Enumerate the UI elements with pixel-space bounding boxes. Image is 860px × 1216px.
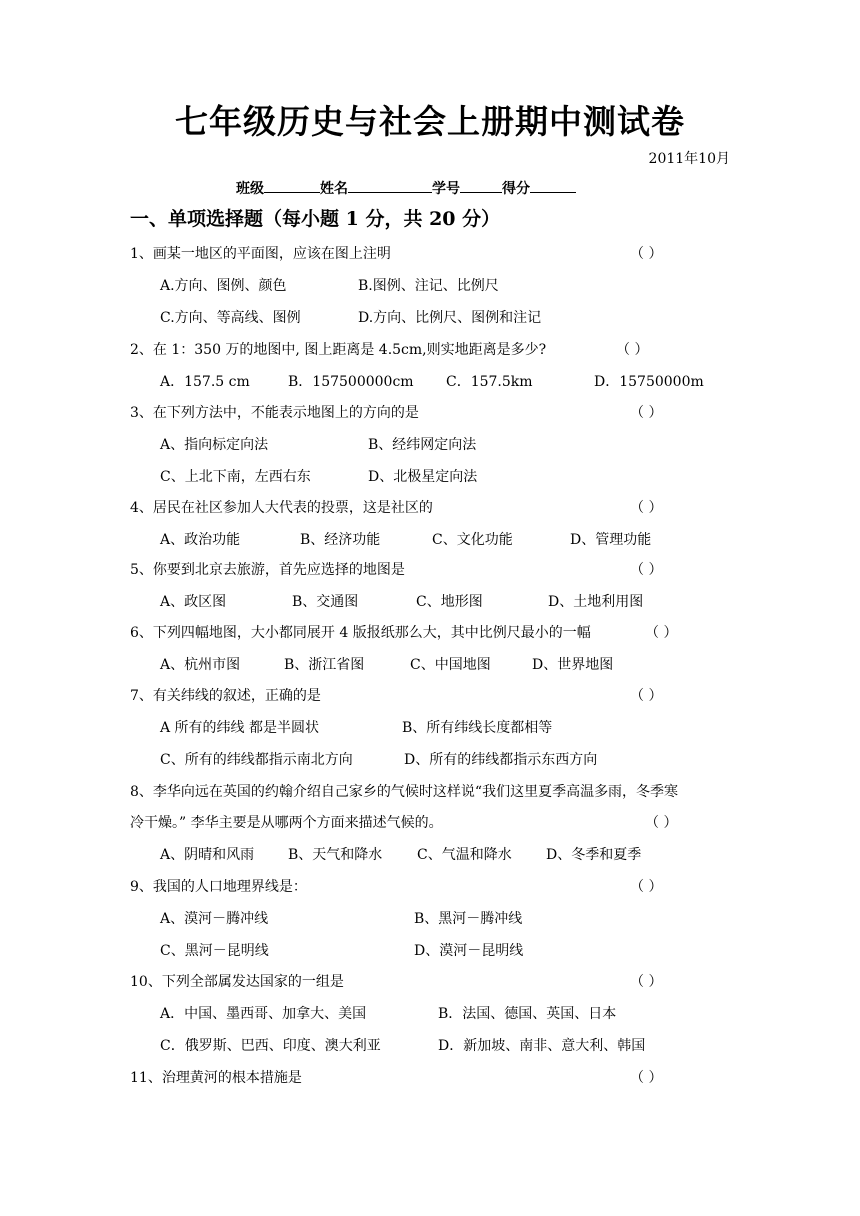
answer-paren[interactable]: （ ）: [630, 1070, 663, 1086]
option: C、文化功能: [432, 532, 513, 548]
question-stem: 2、在 1：350 万的地图中, 图上距离是 4.5cm,则实地距离是多少?: [130, 342, 547, 358]
question-stem: 8、李华向远在英国的约翰介绍自己家乡的气候时这样说“我们这里夏季高温多雨，冬季寒: [130, 784, 679, 800]
option: B.图例、注记、比例尺: [358, 278, 499, 294]
answer-paren[interactable]: （ ）: [616, 342, 649, 358]
name-label: 姓名: [320, 181, 348, 197]
question-stem: 9、我国的人口地理界线是：: [130, 879, 307, 895]
answer-paren[interactable]: （ ）: [645, 815, 678, 831]
score-blank[interactable]: [530, 180, 576, 193]
name-blank[interactable]: [348, 180, 432, 193]
option: C．157.5km: [446, 374, 533, 390]
option: D．15750000m: [594, 374, 704, 390]
option: A．157.5 cm: [160, 374, 250, 390]
option: D、世界地图: [532, 657, 614, 673]
option: D.方向、比例尺、图例和注记: [358, 310, 542, 326]
option: C、上北下南，左西右东: [160, 469, 311, 485]
option: B、天气和降水: [288, 847, 383, 863]
answer-paren[interactable]: （ ）: [630, 246, 663, 262]
option: B、交通图: [292, 594, 359, 610]
option: B、黑河－腾冲线: [414, 911, 523, 927]
question-stem: 6、下列四幅地图，大小都同展开 4 版报纸那么大，其中比例尺最小的一幅: [130, 625, 591, 641]
option: B．157500000cm: [288, 374, 414, 390]
option: A.方向、图例、颜色: [160, 278, 287, 294]
page-title: 七年级历史与社会上册期中测试卷: [175, 102, 685, 141]
option: A．中国、墨西哥、加拿大、美国: [160, 1006, 367, 1022]
option: A、阴晴和风雨: [160, 847, 255, 863]
option: B．法国、德国、英国、日本: [438, 1006, 617, 1022]
option: D、管理功能: [570, 532, 652, 548]
option: C、所有的纬线都指示南北方向: [160, 752, 353, 768]
option: A、政区图: [160, 594, 227, 610]
student-info-line: [236, 178, 576, 198]
option: A、指向标定向法: [160, 437, 269, 453]
option: C、气温和降水: [417, 847, 512, 863]
option: D、所有的纬线都指示东西方向: [404, 752, 598, 768]
class-blank[interactable]: [264, 180, 320, 193]
option: C、地形图: [416, 594, 483, 610]
question-stem: 10、下列全部属发达国家的一组是: [130, 974, 344, 990]
option: C.方向、等高线、图例: [160, 310, 301, 326]
question-stem: 4、居民在社区参加人大代表的投票，这是社区的: [130, 500, 433, 516]
option: D、北极星定向法: [368, 469, 478, 485]
option: D．新加坡、南非、意大利、韩国: [438, 1038, 646, 1054]
answer-paren[interactable]: （ ）: [630, 405, 663, 421]
option: B、经纬网定向法: [368, 437, 477, 453]
option: B、所有纬线长度都相等: [402, 720, 553, 736]
question-stem: 1、画某一地区的平面图，应该在图上注明: [130, 246, 391, 262]
answer-paren[interactable]: （ ）: [630, 562, 663, 578]
answer-paren[interactable]: （ ）: [645, 625, 678, 641]
option: B、经济功能: [300, 532, 381, 548]
option: D、冬季和夏季: [546, 847, 642, 863]
class-label: 班级: [236, 181, 264, 197]
option: B、浙江省图: [284, 657, 365, 673]
question-stem: 11、治理黄河的根本措施是: [130, 1070, 302, 1086]
option: A 所有的纬线 都是半圆状: [160, 720, 320, 736]
option: D、漠河－昆明线: [414, 943, 524, 959]
answer-paren[interactable]: （ ）: [630, 688, 663, 704]
score-label: 得分: [502, 181, 530, 197]
option: C、中国地图: [410, 657, 491, 673]
answer-paren[interactable]: （ ）: [630, 500, 663, 516]
option: A、政治功能: [160, 532, 241, 548]
question-stem: 3、在下列方法中，不能表示地图上的方向的是: [130, 405, 419, 421]
option: A、杭州市图: [160, 657, 241, 673]
question-stem-continued: 冷干燥。” 李华主要是从哪两个方面来描述气候的。: [130, 815, 443, 831]
id-blank[interactable]: [460, 180, 502, 193]
section-heading: 一、单项选择题（每小题 1 分，共 20 分）: [130, 208, 501, 230]
option: A、漠河－腾冲线: [160, 911, 269, 927]
answer-paren[interactable]: （ ）: [630, 974, 663, 990]
id-label: 学号: [432, 181, 460, 197]
question-stem: 7、有关纬线的叙述，正确的是: [130, 688, 321, 704]
exam-date: 2011年10月: [648, 151, 730, 167]
answer-paren[interactable]: （ ）: [630, 879, 663, 895]
option: C．俄罗斯、巴西、印度、澳大利亚: [160, 1038, 381, 1054]
option: D、土地利用图: [548, 594, 644, 610]
option: C、黑河－昆明线: [160, 943, 269, 959]
question-stem: 5、你要到北京去旅游，首先应选择的地图是: [130, 562, 405, 578]
